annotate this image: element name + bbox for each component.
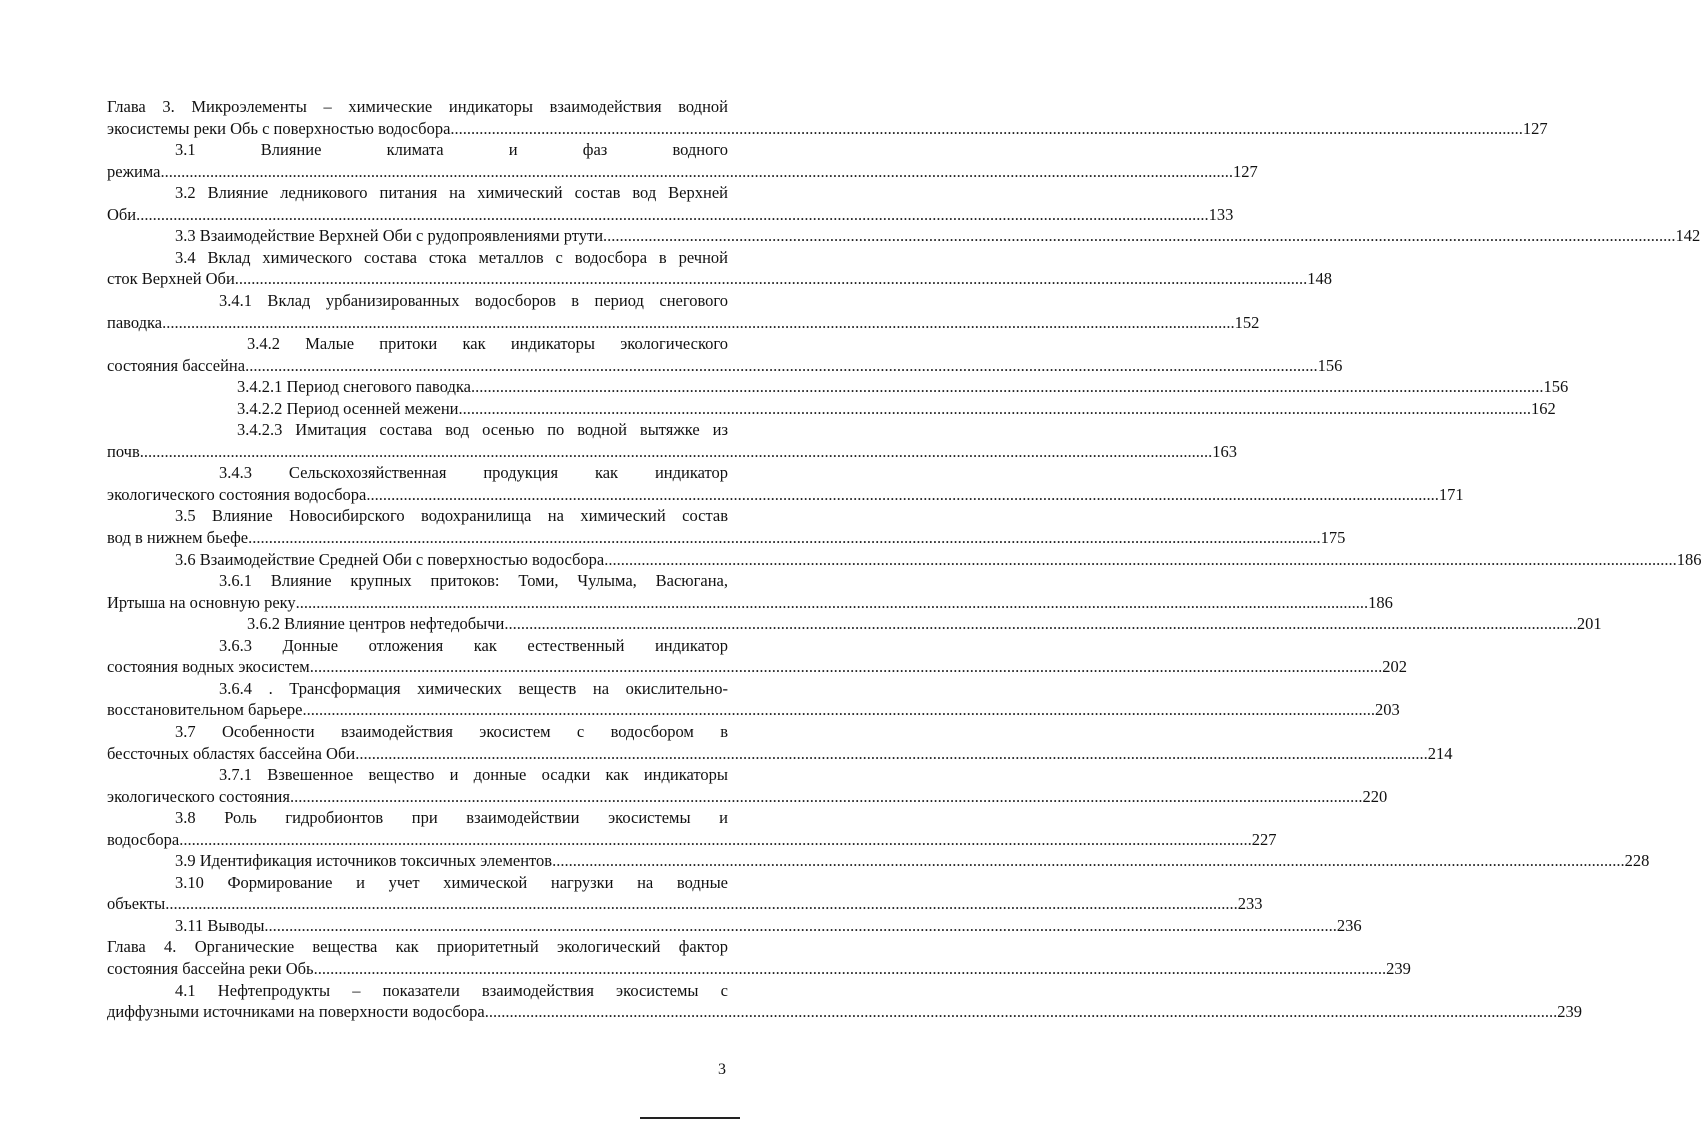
toc-entry-title: состояния бассейна xyxy=(107,355,246,375)
toc-page-number: 202 xyxy=(1382,657,1407,677)
toc-leader-dots: .................................................................................................................................................................................................................................................................... xyxy=(245,355,1318,375)
footer-rule xyxy=(640,1117,740,1119)
toc-line: 3.1 Влияние климата и фаз водного xyxy=(175,140,728,160)
toc-leader-dots: .................................................................................................................................................................................................................................................................... xyxy=(139,441,1213,461)
toc-leader-dots: .................................................................................................................................................................................................................................................................... xyxy=(264,915,1337,935)
toc-page-number: 152 xyxy=(1234,312,1260,332)
toc-page-number: 227 xyxy=(1251,829,1277,849)
toc-entry-title: паводка xyxy=(107,312,163,332)
toc-leader-dots: .................................................................................................................................................................................................................................................................... xyxy=(248,528,1321,547)
toc-page-number: 239 xyxy=(1386,959,1411,978)
toc-page-number: 156 xyxy=(1543,377,1569,397)
toc-line: 3.6.4 . Трансформация химических веществ на окислительно- xyxy=(219,678,728,698)
toc-leader-dots: .................................................................................................................................................................................................................................................................... xyxy=(355,743,1428,763)
toc-page-number: 233 xyxy=(1237,894,1263,914)
toc-page-number: 239 xyxy=(1557,1002,1582,1022)
toc-leader-dots: .................................................................................................................................................................................................................................................................... xyxy=(450,118,1523,138)
toc-entry-title: 3.9 Идентификация источников токсичных элементов xyxy=(175,851,553,871)
toc-line xyxy=(107,699,1400,721)
toc-line xyxy=(107,268,1333,290)
toc-line xyxy=(107,484,1464,506)
toc-line xyxy=(175,915,1362,937)
toc-entry-title: 3.6 Взаимодействие Средней Оби с поверхностью водосбора xyxy=(175,549,605,569)
toc-line: 3.4 Вклад химического состава стока металлов с водосбора в речной xyxy=(175,247,728,267)
toc-page-number: 162 xyxy=(1531,398,1556,418)
toc-line xyxy=(175,850,1650,872)
toc-line: Глава 3. Микроэлементы – химические индикаторы взаимодействия водной xyxy=(107,97,728,116)
toc-line: 3.8 Роль гидробионтов при взаимодействии экосистемы и xyxy=(175,808,728,828)
toc-leader-dots: .................................................................................................................................................................................................................................................................... xyxy=(295,592,1369,612)
toc-entry-title: состояния водных экосистем xyxy=(107,657,310,677)
toc-leader-dots: .................................................................................................................................................................................................................................................................... xyxy=(313,959,1387,978)
toc-entry-title: экосистемы реки Обь с поверхностью водосбора xyxy=(107,118,451,138)
toc-page-number: 236 xyxy=(1336,915,1362,935)
toc-page-number: 163 xyxy=(1212,441,1237,461)
toc-page-number: 214 xyxy=(1427,743,1453,763)
toc-page-number: 203 xyxy=(1374,700,1400,720)
toc-entry-title: сток Верхней Оби xyxy=(107,269,235,289)
toc-leader-dots: .................................................................................................................................................................................................................................................................... xyxy=(309,657,1383,677)
toc-line: 3.7 Особенности взаимодействия экосистем с водосбором в xyxy=(175,721,728,741)
toc-entry-title: экологического состояния xyxy=(107,786,290,806)
toc-entry-title: Иртыша на основную реку xyxy=(107,592,296,612)
toc-line xyxy=(247,613,1602,635)
toc-line: 3.5 Влияние Новосибирского водохранилища на химический состав xyxy=(175,506,728,526)
toc-line xyxy=(107,527,1346,549)
toc-line: 3.4.2 Малые притоки как индикаторы экологического xyxy=(247,334,728,354)
toc-leader-dots: .................................................................................................................................................................................................................................................................... xyxy=(160,161,1233,181)
toc-page-number: 186 xyxy=(1368,592,1393,612)
toc-leader-dots: .................................................................................................................................................................................................................................................................... xyxy=(289,786,1363,806)
toc-line: 3.2 Влияние ледникового питания на химический состав вод Верхней xyxy=(175,183,728,203)
toc-page-number: 127 xyxy=(1522,118,1548,138)
toc-line: 3.6.3 Донные отложения как естественный индикатор xyxy=(219,635,728,655)
toc-leader-dots: .................................................................................................................................................................................................................................................................... xyxy=(458,398,1531,418)
page-number: 3 xyxy=(718,1061,726,1078)
toc-entry-title: 3.4.2.2 Период осенней межени xyxy=(237,398,459,418)
toc-line xyxy=(237,398,1556,420)
toc-line: 3.6.1 Влияние крупных притоков: Томи, Чулыма, Васюгана, xyxy=(219,571,728,591)
toc-page-number: 148 xyxy=(1307,269,1333,289)
toc-entry-title: почв xyxy=(107,441,140,461)
toc-entry-title: 3.11 Выводы xyxy=(175,915,265,935)
toc-leader-dots: .................................................................................................................................................................................................................................................................... xyxy=(484,1002,1558,1022)
toc-line xyxy=(107,441,1237,463)
toc-line: 3.4.2.3 Имитация состава вод осенью по водной вытяжке из xyxy=(237,420,728,440)
toc-entry-title: режима xyxy=(107,161,161,181)
toc-entry-title: бессточных областях бассейна Оби xyxy=(107,743,356,763)
toc-entry-title: Оби xyxy=(107,204,137,224)
toc-entry-title: вод в нижнем бьефе xyxy=(107,528,249,547)
toc-line xyxy=(107,161,1258,183)
toc-line xyxy=(107,743,1453,765)
toc-line xyxy=(107,893,1263,915)
toc-line: Глава 4. Органические вещества как приоритетный экологический фактор xyxy=(107,937,728,957)
toc-leader-dots: .................................................................................................................................................................................................................................................................... xyxy=(366,484,1439,504)
toc-page-number: 156 xyxy=(1317,355,1343,375)
toc-line: 3.4.1 Вклад урбанизированных водосборов в период снегового xyxy=(219,290,728,310)
toc-leader-dots: .................................................................................................................................................................................................................................................................... xyxy=(165,894,1238,914)
toc-line xyxy=(107,355,1343,377)
toc-leader-dots: .................................................................................................................................................................................................................................................................... xyxy=(302,700,1375,720)
toc-line: 3.4.3 Сельскохозяйственная продукция как индикатор xyxy=(219,463,728,483)
toc-entry-title: 3.6.2 Влияние центров нефтедобычи xyxy=(247,614,505,634)
toc-page-number: 127 xyxy=(1232,161,1258,181)
toc-line xyxy=(107,1001,1582,1023)
toc-entry-title: объекты xyxy=(107,894,166,914)
toc-entry-title: экологического состояния водосбора xyxy=(107,484,367,504)
toc-leader-dots: .................................................................................................................................................................................................................................................................... xyxy=(504,614,1577,634)
toc-leader-dots: .................................................................................................................................................................................................................................................................... xyxy=(603,226,1676,246)
toc-line: 4.1 Нефтепродукты – показатели взаимодействия экосистемы с xyxy=(175,980,728,1000)
toc-line xyxy=(107,656,1407,678)
toc-page-number: 228 xyxy=(1624,851,1650,871)
toc-entry-title: водосбора xyxy=(107,829,180,849)
toc-line xyxy=(107,829,1277,851)
toc-page-number: 220 xyxy=(1362,786,1388,806)
toc-leader-dots: .................................................................................................................................................................................................................................................................... xyxy=(470,377,1544,397)
toc-line xyxy=(237,376,1569,398)
toc-page-number: 133 xyxy=(1208,204,1234,224)
toc-line xyxy=(107,592,1393,614)
toc-leader-dots: .................................................................................................................................................................................................................................................................... xyxy=(552,851,1625,871)
toc-leader-dots: .................................................................................................................................................................................................................................................................... xyxy=(604,549,1677,569)
toc-line: 3.7.1 Взвешенное вещество и донные осадки как индикаторы xyxy=(219,765,728,785)
toc-line xyxy=(107,204,1234,226)
toc-page-number: 201 xyxy=(1576,614,1602,634)
toc-line: 3.10 Формирование и учет химической нагрузки на водные xyxy=(175,872,728,892)
toc-entry-title: 3.4.2.1 Период снегового паводка xyxy=(237,377,471,397)
toc-entry-title: 3.3 Взаимодействие Верхней Оби с рудопроявлениями ртути xyxy=(175,226,604,246)
toc-leader-dots: .................................................................................................................................................................................................................................................................... xyxy=(162,312,1235,332)
toc-leader-dots: .................................................................................................................................................................................................................................................................... xyxy=(136,204,1209,224)
toc-entry-title: состояния бассейна реки Обь xyxy=(107,959,314,978)
toc-leader-dots: .................................................................................................................................................................................................................................................................... xyxy=(179,829,1252,849)
toc-line xyxy=(107,118,1548,140)
toc-entry-title: диффузными источниками на поверхности водосбора xyxy=(107,1002,485,1022)
toc-page-number: 175 xyxy=(1320,528,1346,547)
toc-leader-dots: .................................................................................................................................................................................................................................................................... xyxy=(234,269,1308,289)
toc-line xyxy=(175,549,1701,571)
toc-entry-title: восстановительном барьере xyxy=(107,700,303,720)
toc-line xyxy=(107,312,1260,334)
toc-page-number: 142 xyxy=(1675,226,1701,246)
toc-page-number: 186 xyxy=(1676,549,1701,569)
toc-line xyxy=(107,786,1388,808)
toc-line xyxy=(107,958,1411,980)
toc-page-number: 171 xyxy=(1438,484,1464,504)
toc-line xyxy=(175,225,1701,247)
